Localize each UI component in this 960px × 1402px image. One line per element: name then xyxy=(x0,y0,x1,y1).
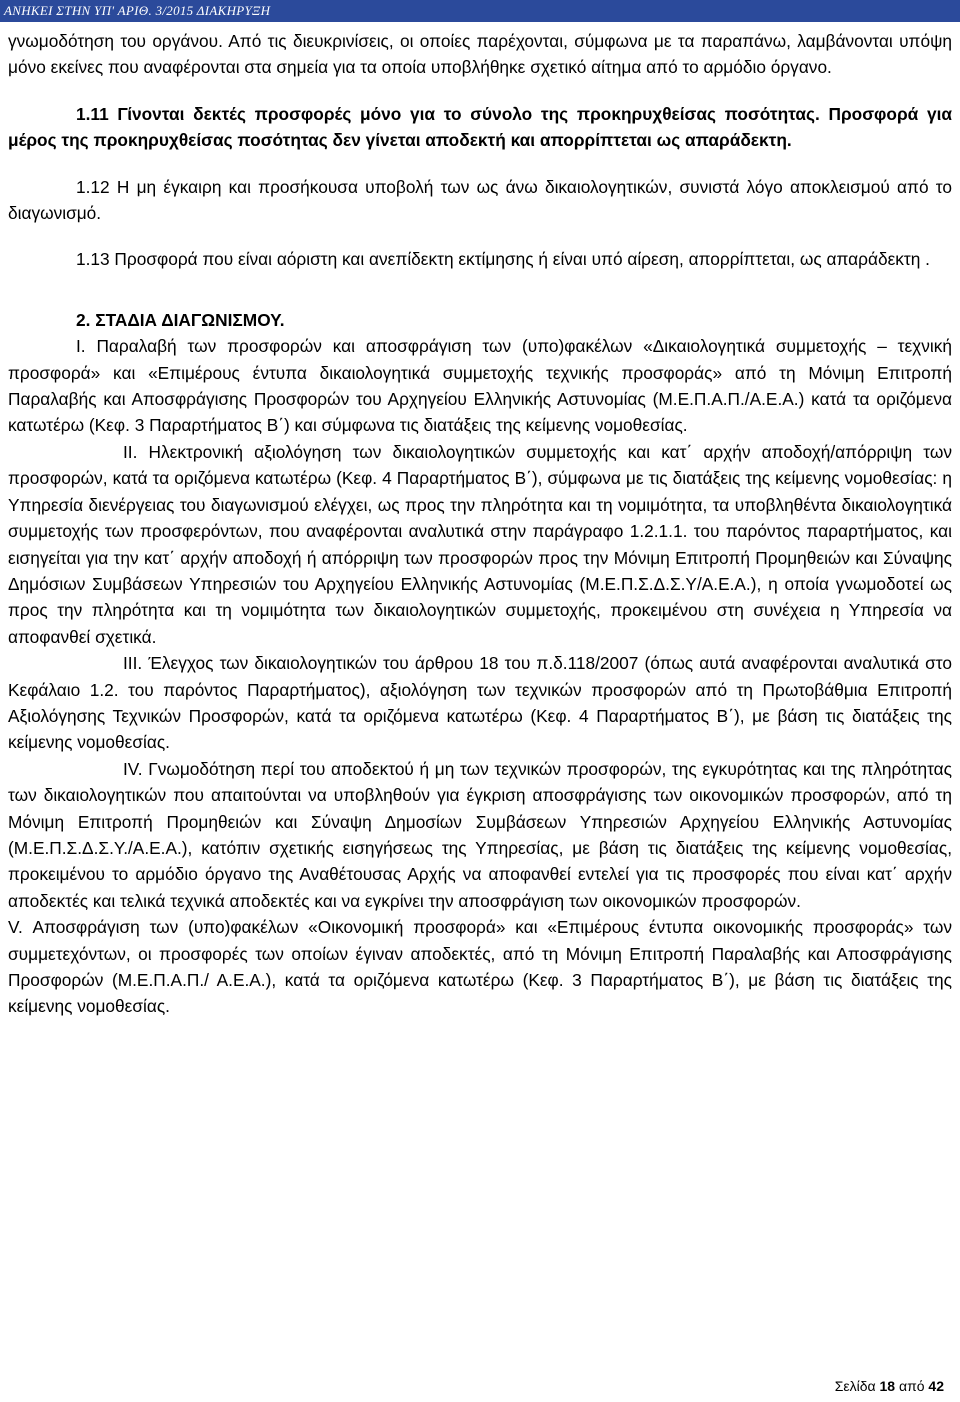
document-header-text: ΑΝΗΚΕΙ ΣΤΗΝ ΥΠ' ΑΡΙΘ. 3/2015 ΔΙΑΚΗΡΥΞΗ xyxy=(4,3,271,18)
paragraph-stage-V: V. Αποσφράγιση των (υπο)φακέλων «Οικονομική προσφορά» και «Επιμέρους έντυπα οικονομικής προσφοράς» των συμμετεχόντων, οι προσφορές των οποίων έγιναν αποδεκτές, από τη Μόνιμη Επιτροπή Παραλαβής και Αποσφράγισης Προσφορών (Μ.Ε.Π.Α.Π./ Α.Ε.Α.), κατά τα οριζόμενα κατωτέρω (Κεφ. 3 Παραρτήματος Β΄), με βάση τις διατάξεις της κείμενης νομοθεσίας. xyxy=(8,917,952,1017)
paragraph-stage-II: ΙΙ. Ηλεκτρονική αξιολόγηση των δικαιολογητικών συμμετοχής και κατ΄ αρχήν αποδοχή/απόρριψη των προσφορών, κατά τα οριζόμενα κατωτέρω (Κεφ. 4 Παραρτήματος Β΄), σύμφωνα με τις διατάξεις της κείμενης νομοθεσίας: η Υπηρεσία διενέργειας του διαγωνισμού ελέγχει, ως προς την πληρότητα και τη νομιμότητα, τα υποβληθέντα δικαιολογητικά συμμετοχής των προσφερόντων, που αναφέρονται αναλυτικά στην παράγραφο 1.2.1.1. του παρόντος παραρτήματος, και εισηγείται για την κατ΄ αρχήν αποδοχή ή απόρριψη των προσφορών προς την Μόνιμη Επιτροπή Προμηθειών και Σύναψης Δημόσιων Συμβάσεων Υπηρεσιών του Αρχηγείου Ελληνικής Αστυνομίας (Μ.Ε.Π.Σ.Δ.Σ.Υ/Α.Ε.Α.), η οποία γνωμοδοτεί ως προς την πληρότητα και τη νομιμότητα των δικαιολογητικών συμμετοχής, προκειμένου στη συνέχεια η Υπηρεσία να αποφανθεί σχετικά. xyxy=(8,441,952,647)
current-page: 18 xyxy=(879,1378,896,1394)
paragraph-stage-I: Ι. Παραλαβή των προσφορών και αποσφράγιση των (υπο)φακέλων «Δικαιολογητικά συμμετοχής – τεχνική προσφορά» και «Επιμέρους έντυπα δικαιολογητικά συμμετοχής τεχνικής προσφοράς» από τη Μόνιμη Επιτροπή Παραλαβής και Αποσφράγισης Προσφορών του Αρχηγείου Ελληνικής Αστυνομίας (Μ.Ε.Π.Α.Π./Α.Ε.Α.) κατά τα οριζόμενα κατωτέρω (Κεφ. 3 Παραρτήματος Β΄) και σύμφωνα τις διατάξεις της κείμενης νομοθεσίας. xyxy=(8,336,952,436)
paragraph-1-11: 1.11 Γίνονται δεκτές προσφορές μόνο για το σύνολο της προκηρυχθείσας ποσότητας. Προσφορά για μέρος της προκηρυχθείσας ποσότητας δεν γίνεται αποδεκτή και απορρίπτεται ως απαράδεκτη. xyxy=(8,103,952,151)
document-header-band xyxy=(0,0,960,22)
paragraph-stage-IV: ΙV. Γνωμοδότηση περί του αποδεκτού ή μη των τεχνικών προσφορών, της εγκυρότητας και της πληρότητας των δικαιολογητικών που απαιτούνται να υποβληθούν για έγκριση αποσφράγισης των οικονομικών προσφορών, από τη Μόνιμη Επιτροπή Προμηθειών και Σύναψη Δημοσίων Συμβάσεων Υπηρεσιών Αρχηγείου Ελληνικής Αστυνομίας (Μ.Ε.Π.Σ.Δ.Σ.Υ./Α.Ε.Α.), κατόπιν σχετικής εισηγήσεως της Υπηρεσίας, με βάση τις διατάξεις της κείμενης νομοθεσίας, προκειμένου το αρμόδιο όργανο της Αναθέτουσας Αρχής να αποφανθεί εντελεί για τις προσφορές που είναι κατ΄ αρχήν αποδεκτές και τελικά τεχνικά αποδεκτές και να εγκρίνει την αποσφράγιση των οικονομικών προσφορών. xyxy=(8,758,952,911)
paragraph-intro: γνωμοδότηση του οργάνου. Από τις διευκρινίσεις, οι οποίες παρέχονται, σύμφωνα με τα παραπάνω, λαμβάνονται υπόψη μόνο εκείνες που αναφέρονται στα σημεία για τα οποία υποβλήθηκε σχετικό αίτημα από το αρμόδιο όργανο. xyxy=(8,31,952,78)
total-pages: 42 xyxy=(928,1378,944,1394)
paragraph-1-12: 1.12 Η μη έγκαιρη και προσήκουσα υποβολή των ως άνω δικαιολογητικών, συνιστά λόγο αποκλεισμού από το διαγωνισμό. xyxy=(8,176,952,224)
document-body xyxy=(8,28,952,1020)
page-label: Σελίδα xyxy=(834,1378,876,1394)
page-number-footer xyxy=(835,1378,944,1394)
section-heading-2: 2. ΣΤΑΔΙΑ ΔΙΑΓΩΝΙΣΜΟΥ. xyxy=(76,309,285,330)
paragraph-1-13: 1.13 Προσφορά που είναι αόριστη και ανεπίδεκτη εκτίμησης ή είναι υπό αίρεση, απορρίπτεται, ως απαράδεκτη . xyxy=(76,249,930,270)
page-of-label: από xyxy=(898,1378,925,1394)
paragraph-stage-III: ΙΙΙ. Έλεγχος των δικαιολογητικών του άρθρου 18 του π.δ.118/2007 (όπως αυτά αναφέρονται αναλυτικά στο Κεφάλαιο 1.2. του παρόντος Παραρτήματος), αξιολόγηση των τεχνικών προσφορών από τη Πρωτοβάθμια Επιτροπή Αξιολόγησης Τεχνικών Προσφορών, κατά τα οριζόμενα κατωτέρω (Κεφ. 4 Παραρτήματος Β΄), με βάση τις διατάξεις της κείμενης νομοθεσίας. xyxy=(8,653,952,753)
